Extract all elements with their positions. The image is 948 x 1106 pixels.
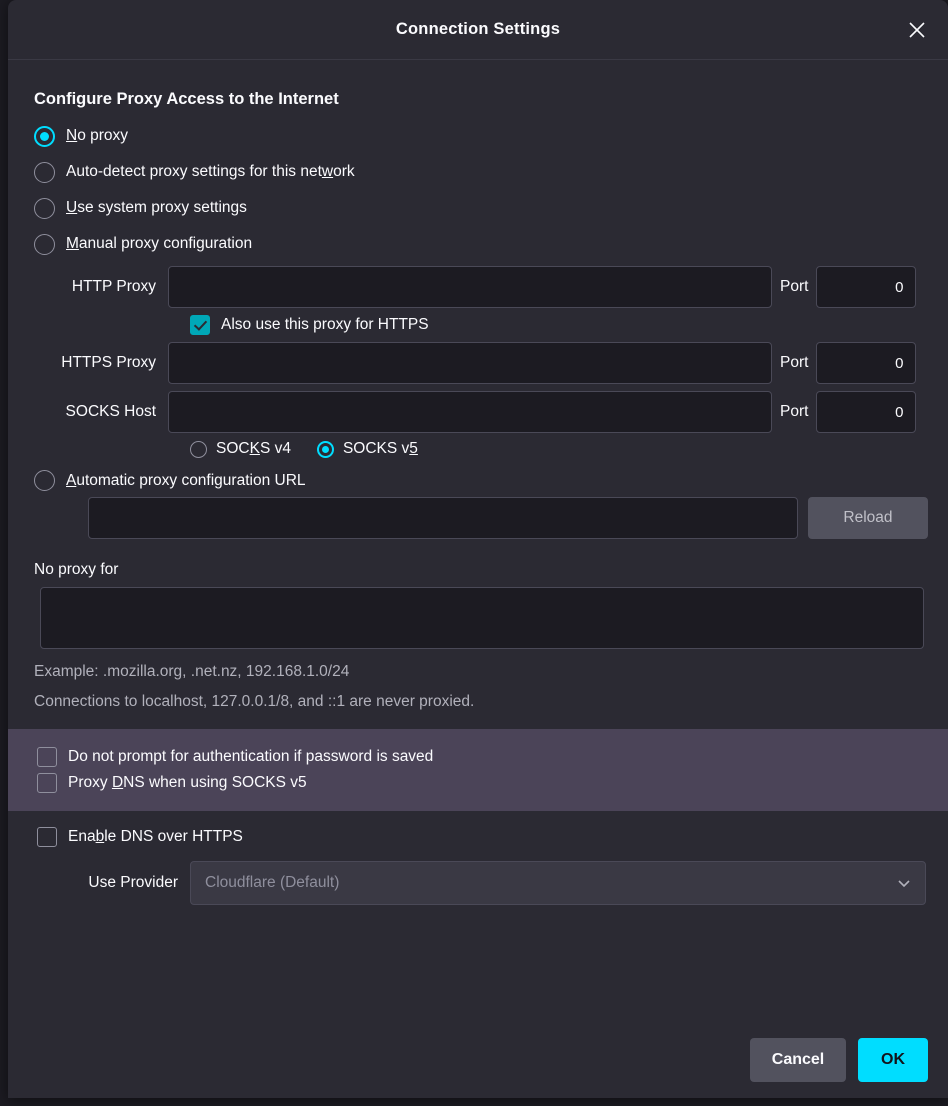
proxy-dns-socks5-label: Proxy DNS when using SOCKS v5: [68, 774, 307, 791]
radio-auto-detect-indicator[interactable]: [34, 162, 55, 183]
also-https-checkbox[interactable]: [190, 315, 210, 335]
http-port-input[interactable]: [816, 266, 916, 308]
radio-pac-url-label: Automatic proxy configuration URL: [66, 471, 306, 489]
radio-no-proxy[interactable]: [34, 121, 928, 151]
radio-manual-label: Manual proxy configuration: [66, 235, 253, 252]
https-proxy-label: HTTPS Proxy: [61, 354, 156, 371]
dialog-title: Connection Settings: [395, 20, 561, 38]
no-proxy-example: Example: .mozilla.org, .net.nz, 192.168.1.0/24: [34, 663, 350, 680]
radio-use-system[interactable]: [34, 193, 928, 223]
radio-auto-detect[interactable]: [34, 157, 928, 187]
http-port-label: Port: [780, 278, 809, 295]
provider-label: Use Provider: [88, 874, 178, 891]
http-proxy-row: [28, 266, 928, 308]
https-proxy-input[interactable]: [168, 342, 772, 384]
radio-socks-v5-indicator[interactable]: [317, 441, 334, 458]
no-auth-prompt-label: Do not prompt for authentication if password is saved: [68, 748, 434, 765]
pac-url-row: [88, 497, 928, 539]
radio-manual-indicator[interactable]: [34, 234, 55, 255]
enable-doh-row[interactable]: [37, 827, 928, 847]
enable-doh-checkbox[interactable]: [37, 827, 57, 847]
connection-settings-dialog: [8, 0, 948, 1098]
cancel-button[interactable]: Cancel: [750, 1038, 846, 1082]
socks-host-label: SOCKS Host: [65, 403, 156, 420]
socks-host-row: [28, 391, 928, 433]
also-https-label: Also use this proxy for HTTPS: [221, 316, 429, 333]
radio-socks-v5-label: SOCKS v5: [342, 440, 418, 457]
close-icon: [908, 21, 926, 39]
radio-pac-url-indicator[interactable]: [34, 470, 55, 491]
dialog-titlebar: [8, 0, 948, 60]
pac-url-input[interactable]: [88, 497, 798, 539]
close-button[interactable]: [900, 13, 934, 47]
https-proxy-row: [28, 342, 928, 384]
provider-select[interactable]: [190, 861, 926, 905]
socks-host-input[interactable]: [168, 391, 772, 433]
ok-button[interactable]: OK: [858, 1038, 928, 1082]
radio-pac-url[interactable]: [34, 470, 928, 491]
radio-no-proxy-label: No proxy: [66, 127, 129, 144]
http-proxy-input[interactable]: [168, 266, 772, 308]
socks-version-row: [190, 440, 928, 458]
radio-socks-v4-indicator[interactable]: [190, 441, 207, 458]
proxy-section-title: Configure Proxy Access to the Internet: [34, 90, 339, 108]
provider-selected-value: Cloudflare (Default): [205, 874, 340, 891]
radio-manual[interactable]: [34, 229, 928, 259]
proxy-dns-socks5-checkbox[interactable]: [37, 773, 57, 793]
provider-row: [28, 861, 928, 905]
localhost-note: Connections to localhost, 127.0.0.1/8, and ::1 are never proxied.: [34, 693, 475, 710]
radio-no-proxy-indicator[interactable]: [34, 126, 55, 147]
radio-use-system-indicator[interactable]: [34, 198, 55, 219]
no-proxy-for-textarea[interactable]: [40, 587, 924, 649]
chevron-down-icon: [897, 876, 911, 890]
http-proxy-label: HTTP Proxy: [71, 278, 156, 295]
no-auth-prompt-row[interactable]: [37, 747, 928, 767]
socks-port-input[interactable]: [816, 391, 916, 433]
reload-button[interactable]: Reload: [808, 497, 928, 539]
https-port-input[interactable]: [816, 342, 916, 384]
enable-doh-label: Enable DNS over HTTPS: [68, 828, 243, 845]
proxy-dns-socks5-row[interactable]: [37, 773, 928, 793]
radio-use-system-label: Use system proxy settings: [66, 199, 247, 216]
socks-port-label: Port: [780, 403, 809, 420]
dialog-content: [8, 60, 948, 1024]
dialog-footer: [8, 1024, 948, 1098]
also-https-checkbox-row[interactable]: [190, 315, 928, 335]
no-proxy-for-label: No proxy for: [34, 561, 119, 578]
auth-dns-checkbox-group: [8, 729, 948, 811]
https-port-label: Port: [780, 354, 809, 371]
radio-socks-v4-label: SOCKS v4: [216, 440, 291, 457]
radio-auto-detect-label: Auto-detect proxy settings for this network: [66, 163, 355, 180]
no-auth-prompt-checkbox[interactable]: [37, 747, 57, 767]
